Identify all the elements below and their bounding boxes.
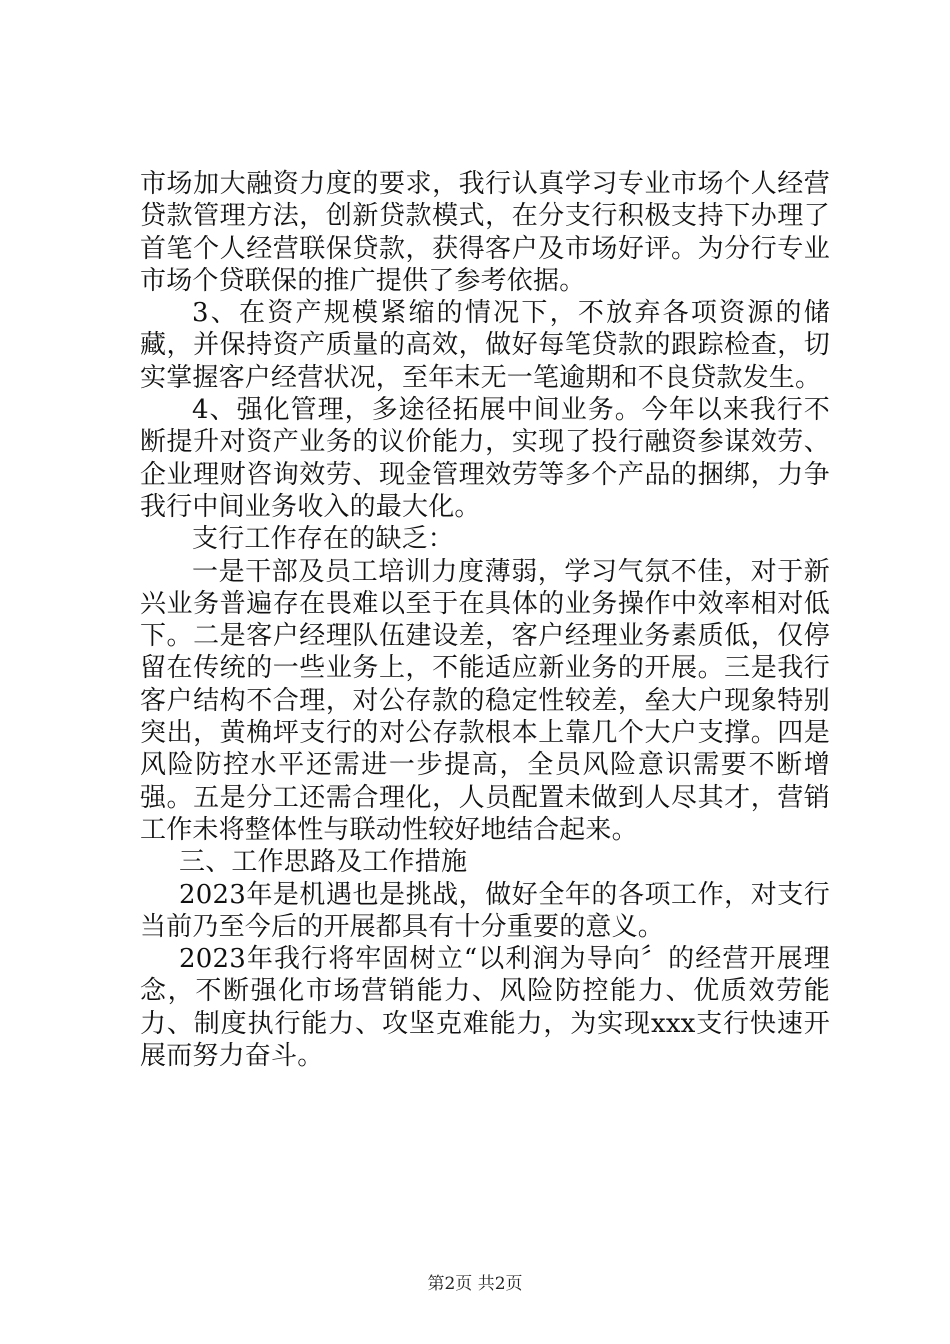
paragraph-item-4: 4、强化管理，多途径拓展中间业务。今年以来我行不断提升对资产业务的议价能力，实现了投行融资参谋效劳、企业理财咨询效劳、现金管理效劳等多个产品的捆绑，力争我行中间业务收入的最大化。	[140, 395, 830, 522]
paragraph-shortcomings: 一是干部及员工培训力度薄弱，学习气氛不佳，对于新兴业务普遍存在畏难以至于在具体的业务操作中效率相对低下。二是客户经理队伍建设差，客户经理业务素质低，仅停留在传统的一些业务上，不能适应新业务的开展。三是我行客户结构不合理，对公存款的稳定性较差，垒大户现象特别突出，黄桷坪支行的对公存款根本上靠几个大户支撑。四是风险防控水平还需进一步提高，全员风险意识需要不断增强。五是分工还需合理化，人员配置未做到人尽其才，营销工作未将整体性与联动性较好地结合起来。	[140, 556, 830, 845]
document-body	[140, 168, 830, 1072]
paragraph-2023-plan: 2023年我行将牢固树立“以利润为导向〞的经营开展理念，不断强化市场营销能力、风险防控能力、优质效劳能力、制度执行能力、攻坚克难能力，为实现xxx支行快速开展而努力奋斗。	[140, 944, 830, 1072]
paragraph-2023-opportunity: 2023年是机遇也是挑战，做好全年的各项工作，对支行当前乃至今后的开展都具有十分重要的意义。	[140, 879, 830, 942]
page-footer	[0, 1273, 950, 1295]
paragraph-item-3: 3、在资产规模紧缩的情况下，不放弃各项资源的储藏，并保持资产质量的高效，做好每笔贷款的跟踪检查，切实掌握客户经营状况，至年末无一笔逾期和不良贷款发生。	[140, 298, 830, 393]
section-heading-plans: 三、工作思路及工作措施	[179, 847, 468, 878]
page-number: 第2页 共2页	[427, 1274, 523, 1294]
section-heading-shortcomings: 支行工作存在的缺乏：	[192, 524, 455, 555]
paragraph-continuation: 市场加大融资力度的要求，我行认真学习专业市场个人经营贷款管理方法，创新贷款模式，在分支行积极支持下办理了首笔个人经营联保贷款，获得客户及市场好评。为分行专业市场个贷联保的推广提供了参考依据。	[140, 169, 830, 296]
